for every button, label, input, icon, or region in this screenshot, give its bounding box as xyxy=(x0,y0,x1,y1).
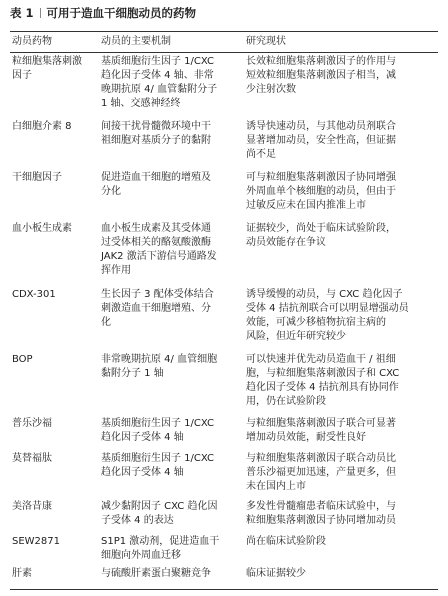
table-header xyxy=(10,32,438,53)
header-drug: 动员药物 xyxy=(12,36,52,47)
drug-mechanism: 间接干扰骨髓微环境中干 祖细胞对基质分子的黏附 xyxy=(101,121,211,146)
table-row xyxy=(10,220,438,286)
table-row xyxy=(10,565,438,589)
drug-name: 普乐沙福 xyxy=(12,418,52,429)
drug-table xyxy=(10,31,438,590)
drug-name: BOP xyxy=(12,354,33,365)
drug-mechanism: 非常晚期抗原 4/ 血管细胞 黏附分子 1 轴 xyxy=(101,354,218,379)
drug-name: 粒细胞集落刺激 因子 xyxy=(12,56,82,81)
drug-name: CDX-301 xyxy=(12,289,56,300)
drug-mechanism: 与硫酸肝素蛋白聚糖竞争 xyxy=(101,568,211,579)
table-row xyxy=(10,533,438,565)
caption-divider xyxy=(40,8,41,18)
table-row xyxy=(10,286,438,351)
drug-name: 干细胞因子 xyxy=(12,172,62,183)
drug-status: 长效粒细胞集落刺激因子的作用与 短效粒细胞集落刺激因子相当，减 少注射次数 xyxy=(246,56,396,95)
table-row xyxy=(10,415,438,450)
drug-mechanism: S1P1 激动剂，促进造血干 细胞向外周血迁移 xyxy=(101,536,220,561)
drug-mechanism: 促进造血干细胞的增殖及 分化 xyxy=(101,172,211,197)
drug-status: 可与粒细胞集落刺激因子协同增强 外周血单个核细胞的动员，但由于 过敏反应未在国内推准上市 xyxy=(246,172,396,211)
drug-status: 与粒细胞集落刺激因子联合动员比 普乐沙福更加迅速，产量更多，但 未在国内上市 xyxy=(246,453,396,492)
table-row xyxy=(10,498,438,533)
table-row xyxy=(10,351,438,415)
drug-mechanism: 生长因子 3 配体受体结合 刺激造血干细胞增殖、分 化 xyxy=(101,289,214,328)
drug-mechanism: 血小板生成素及其受体通 过受体相关的酪氨酸激酶 JAK2 激活下游信号通路发 挥作用 xyxy=(101,223,217,276)
table-row xyxy=(10,53,438,118)
table-caption xyxy=(10,6,196,24)
drug-status: 诱导缓慢的动员，与 CXC 趋化因子 受体 4 拮抗剂联合可以明显增强动员 效能，可减少移植物抗宿主病的 风险，但近年研究较少 xyxy=(246,289,409,342)
drug-name: 美洛昔康 xyxy=(12,501,52,512)
drug-name: 肝素 xyxy=(12,568,32,579)
table-row xyxy=(10,118,438,169)
drug-mechanism: 基质细胞衍生因子 1/CXC 趋化因子受体 4 轴 xyxy=(101,453,214,478)
drug-name: 血小板生成素 xyxy=(12,223,72,234)
table-title: 可用于造血干细胞动员的药物 xyxy=(46,6,197,20)
drug-status: 诱导快速动员，与其他动员剂联合 显著增加动员，安全性高，但证据 尚不足 xyxy=(246,121,396,160)
table-row xyxy=(10,450,438,498)
table-number: 表 1 xyxy=(10,6,34,20)
header-mechanism: 动员的主要机制 xyxy=(101,36,171,47)
drug-mechanism: 基质细胞衍生因子 1/CXC 趋化因子受体 4 轴、非常 晚期抗原 4/ 血管黏附分子 1 轴、交感神经终 xyxy=(101,56,218,109)
drug-mechanism: 减少黏附因子 CXC 趋化因 子受体 4 的表达 xyxy=(101,501,218,526)
drug-status: 可以快速并优先动员造血干 / 祖细 胞，与粒细胞集落刺激因子和 CXC 趋化因子受体 4 拮抗剂具有协同作 用，仍在试验阶段 xyxy=(246,354,400,407)
drug-status: 与粒细胞集落刺激因子联合可显著 增加动员效能，耐受性良好 xyxy=(246,418,396,443)
table-row xyxy=(10,169,438,220)
drug-status: 证据较少，尚处于临床试验阶段， 动员效能存在争议 xyxy=(246,223,396,248)
drug-name: 莫替福肽 xyxy=(12,453,52,464)
drug-mechanism: 基质细胞衍生因子 1/CXC 趋化因子受体 4 轴 xyxy=(101,418,214,443)
drug-status: 尚在临床试验阶段 xyxy=(246,536,326,547)
drug-name: 白细胞介素 8 xyxy=(12,121,72,132)
header-status: 研究现状 xyxy=(246,36,286,47)
drug-name: SEW2871 xyxy=(12,536,61,547)
drug-status: 临床证据较少 xyxy=(246,568,306,579)
drug-status: 多发性骨髓瘤患者临床试验中，与 粒细胞集落刺激因子协同增加动员 xyxy=(246,501,396,526)
